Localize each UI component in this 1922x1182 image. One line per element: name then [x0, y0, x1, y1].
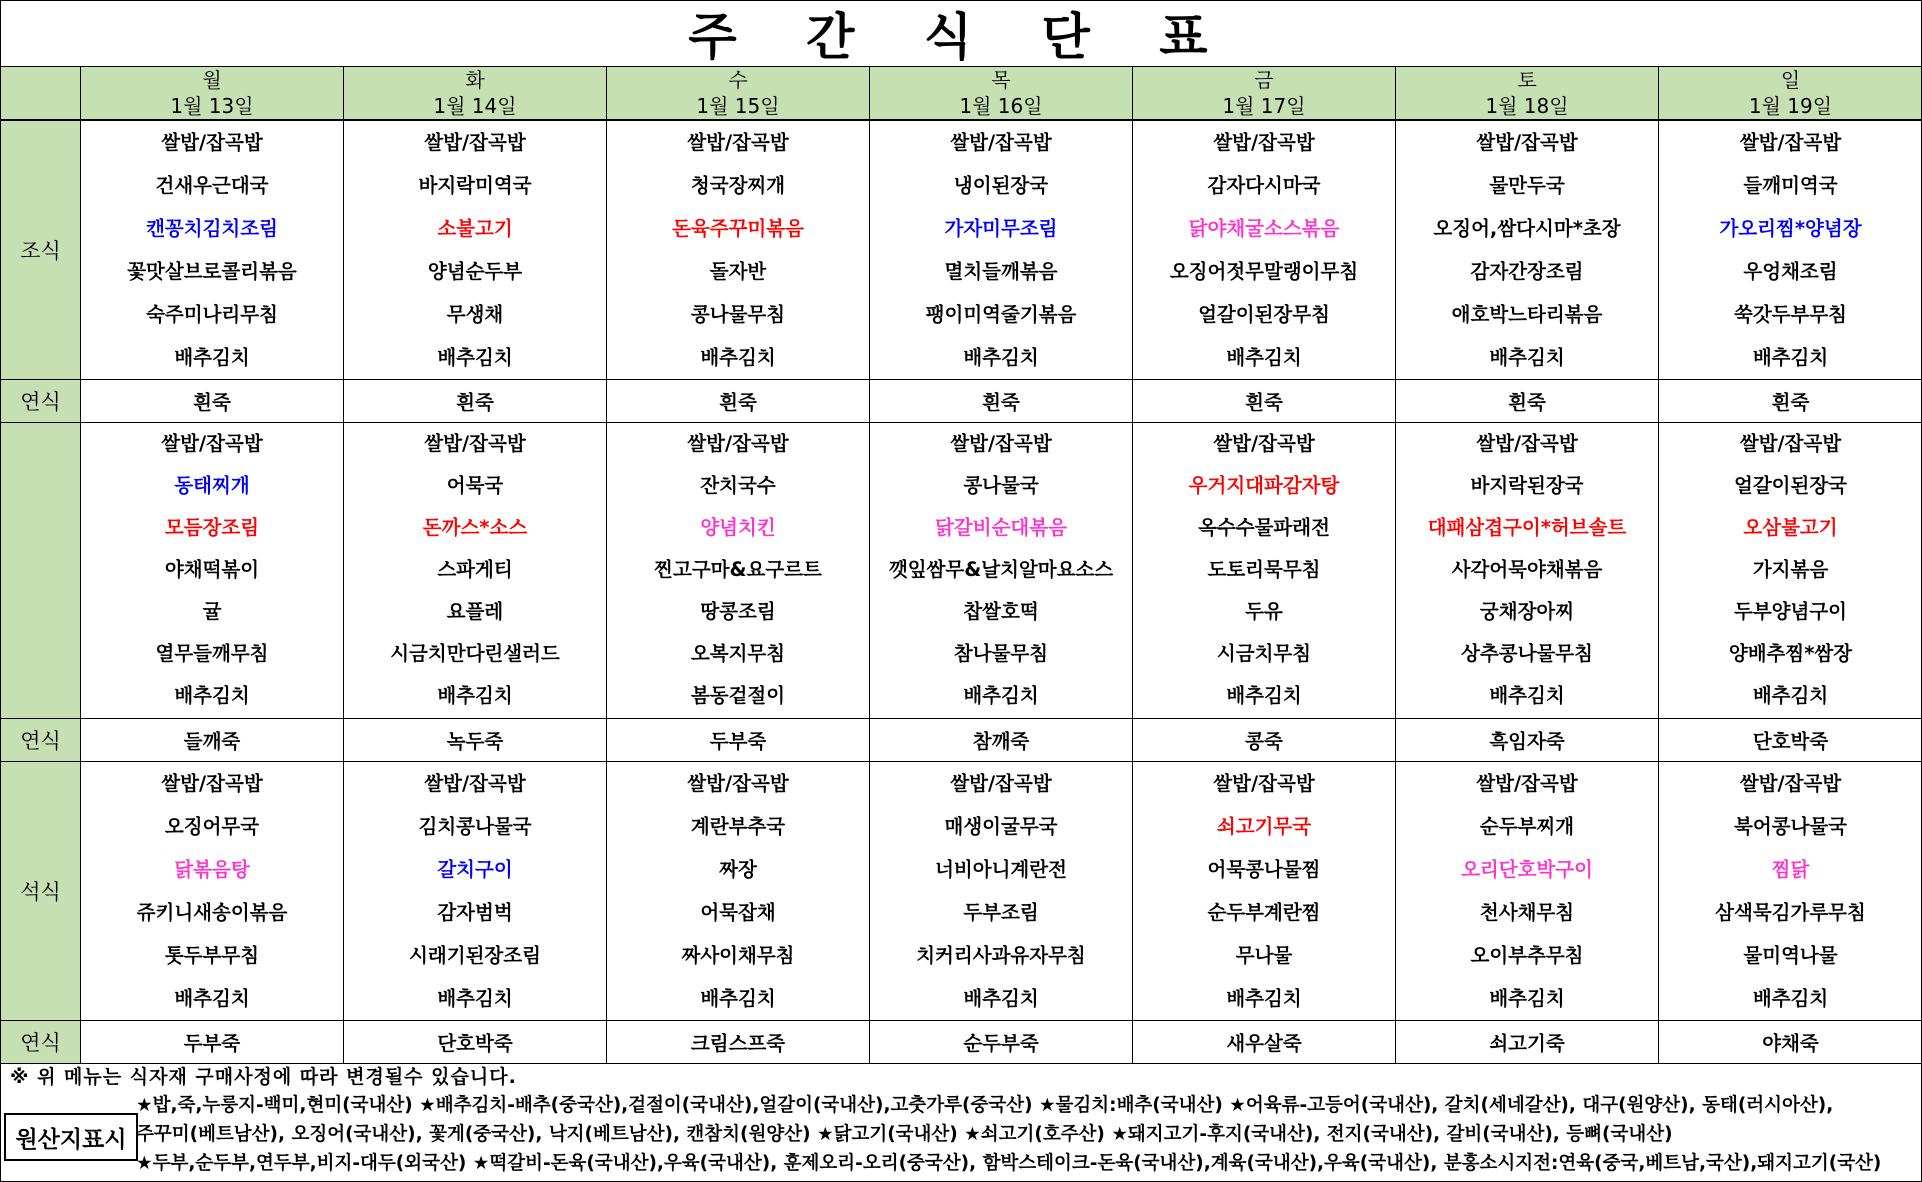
- breakfast-row: [1, 120, 1922, 380]
- lunch-cell: [1659, 423, 1922, 719]
- menu-item: 쥬키니새송이볶음: [136, 901, 288, 924]
- snack-row-1: [1, 380, 1922, 423]
- menu-item: 배추김치: [1489, 684, 1565, 707]
- menu-item: 깻잎쌈무&날치알마요소스: [888, 558, 1114, 581]
- menu-item: 참나물무침: [953, 642, 1049, 665]
- menu-item: 오징어무국: [164, 815, 260, 838]
- menu-item: 쌀밥/잡곡밥: [950, 131, 1052, 154]
- menu-item: 쌀밥/잡곡밥: [161, 772, 263, 795]
- menu-item: 갈치구이: [437, 858, 513, 881]
- menu-item: 얼갈이된장국: [1733, 474, 1848, 497]
- menu-item: 두부조림: [963, 901, 1039, 924]
- menu-item: 스파게티: [437, 558, 513, 581]
- menu-item: 건새우근대국: [155, 174, 269, 197]
- menu-item: 쑥갓두부무침: [1733, 303, 1848, 326]
- menu-item: 애호박느타리볶음: [1451, 303, 1603, 326]
- meal-label-snack-2: 연식: [1, 719, 81, 762]
- menu-item: 순두부계란찜: [1207, 901, 1321, 924]
- menu-item: 배추김치: [1489, 987, 1565, 1010]
- origin-text: [136, 1091, 1916, 1178]
- menu-item: 콩나물국: [963, 474, 1039, 497]
- menu-item: 배추김치: [1752, 346, 1829, 369]
- breakfast-cell: [344, 120, 607, 380]
- meal-label-lunch: [1, 423, 81, 719]
- menu-item: 양념순두부: [427, 260, 523, 283]
- day-date: 1월 14일: [433, 94, 517, 118]
- menu-item: 쌀밥/잡곡밥: [1213, 131, 1315, 154]
- menu-item: 물미역나물: [1743, 944, 1838, 967]
- menu-item: 시금치무침: [1216, 642, 1312, 665]
- day-header-row: [1, 67, 1922, 121]
- menu-item: 쌀밥/잡곡밥: [1213, 772, 1315, 795]
- menu-item: 쌀밥/잡곡밥: [1476, 131, 1578, 154]
- menu-item: 순두부찌개: [1479, 815, 1575, 838]
- menu-item: 쇠고기무국: [1216, 815, 1312, 838]
- day-of-week: 월: [202, 68, 222, 92]
- menu-item: 봄동겉절이: [690, 684, 786, 707]
- breakfast-cell: [81, 120, 344, 380]
- day-header: [81, 67, 344, 121]
- dinner-cell: [81, 762, 344, 1021]
- dinner-row: [1, 762, 1922, 1021]
- lunch-cell: [870, 423, 1133, 719]
- snack-cell: 크림스프죽: [607, 1021, 870, 1064]
- menu-item: 쌀밥/잡곡밥: [424, 432, 526, 455]
- day-of-week: 수: [728, 68, 748, 92]
- menu-item: 배추김치: [437, 346, 513, 369]
- menu-item: 바지락미역국: [418, 174, 532, 197]
- origin-label: 원산지표시: [4, 1113, 138, 1161]
- day-date: 1월 17일: [1222, 94, 1306, 118]
- snack-cell: 녹두죽: [344, 719, 607, 762]
- menu-item: 땅콩조림: [700, 600, 776, 623]
- menu-item: 가자미무조림: [944, 217, 1058, 240]
- breakfast-cell: [1133, 120, 1396, 380]
- menu-item: 짜장: [719, 858, 757, 881]
- menu-item: 무나물: [1235, 944, 1293, 967]
- menu-item: 매생이굴무국: [944, 815, 1058, 838]
- snack-cell: 흰죽: [1396, 380, 1659, 423]
- day-header: [344, 67, 607, 121]
- menu-item: 잔치국수: [700, 474, 776, 497]
- menu-item: 계란부추국: [690, 815, 786, 838]
- snack-cell: 쇠고기죽: [1396, 1021, 1659, 1064]
- lunch-cell: [1396, 423, 1659, 719]
- menu-item: 김치콩나물국: [418, 815, 532, 838]
- meal-label-snack-1: 연식: [1, 380, 81, 423]
- menu-item: 궁채장아찌: [1479, 600, 1575, 623]
- menu-item: 어묵국: [446, 474, 504, 497]
- menu-item: 배추김치: [1226, 987, 1302, 1010]
- menu-item: 오징어,쌈다시마*초장: [1433, 217, 1621, 240]
- meal-label-dinner: 석식: [1, 762, 81, 1021]
- snack-cell: 참깨죽: [870, 719, 1133, 762]
- menu-item: 쌀밥/잡곡밥: [1739, 432, 1842, 455]
- menu-item: 옥수수물파래전: [1198, 516, 1330, 539]
- origin-line: 주꾸미(베트남산), 오징어(국내산), 꽃게(중국산), 낙지(베트남산), 캔참치(원양산) ★닭고기(국내산) ★쇠고기(호주산) ★돼지고기-후지(국내산), 전지(국내산), 갈비(국내산), 등뼈(국내산): [136, 1124, 1673, 1145]
- origin-line: ★두부,순두부,연두부,비지-대두(외국산) ★떡갈비-돈육(국내산),우육(국내산), 훈제오리-오리(중국산), 함박스테이크-돈육(국내산),계육(국내산),우육(국내산), 분홍소시지전:연육(중국,베트남,국산),돼지고기(국산): [136, 1153, 1882, 1174]
- menu-item: 배추김치: [700, 346, 776, 369]
- lunch-cell: [1133, 423, 1396, 719]
- menu-item: 짜사이채무침: [681, 944, 795, 967]
- day-of-week: 화: [465, 68, 485, 92]
- menu-item: 쌀밥/잡곡밥: [424, 131, 526, 154]
- menu-item: 배추김치: [174, 684, 250, 707]
- snack-cell: 두부죽: [607, 719, 870, 762]
- menu-item: 배추김치: [700, 987, 776, 1010]
- lunch-cell: [81, 423, 344, 719]
- menu-item: 삼색묵김가루무침: [1715, 901, 1866, 924]
- day-of-week: 토: [1517, 68, 1537, 92]
- menu-item: 배추김치: [1226, 346, 1302, 369]
- dinner-cell: [1659, 762, 1922, 1021]
- snack-cell: 들깨죽: [81, 719, 344, 762]
- day-date: 1월 16일: [959, 94, 1043, 118]
- menu-item: 캔꽁치김치조림: [146, 217, 278, 240]
- menu-item: 돈까스*소스: [422, 516, 528, 539]
- menu-item: 우거지대파감자탕: [1188, 474, 1340, 497]
- menu-item: 사각어묵야채볶음: [1451, 558, 1603, 581]
- menu-item: 배추김치: [174, 346, 250, 369]
- menu-item: 두부양념구이: [1733, 600, 1848, 623]
- menu-item: 닭갈비순대볶음: [935, 516, 1067, 539]
- menu-item: 오복지무침: [690, 642, 786, 665]
- dinner-cell: [870, 762, 1133, 1021]
- day-of-week: 금: [1254, 68, 1274, 92]
- snack-cell: 흰죽: [81, 380, 344, 423]
- snack-cell: 흰죽: [1133, 380, 1396, 423]
- menu-item: 찜닭: [1771, 858, 1810, 881]
- dinner-cell: [607, 762, 870, 1021]
- page-title: 주 간 식 단 표: [0, 0, 1922, 67]
- snack-cell: 야채죽: [1659, 1021, 1922, 1064]
- menu-item: 천사채무침: [1479, 901, 1575, 924]
- menu-item: 콩나물무침: [690, 303, 786, 326]
- menu-item: 쌀밥/잡곡밥: [1739, 131, 1842, 154]
- dinner-cell: [344, 762, 607, 1021]
- menu-item: 시금치만다린샐러드: [390, 642, 560, 665]
- header-corner: [1, 67, 81, 121]
- menu-item: 감자범벅: [437, 901, 513, 924]
- breakfast-cell: [870, 120, 1133, 380]
- menu-item: 오징어젓무말랭이무침: [1169, 260, 1359, 283]
- meal-label-snack-3: 연식: [1, 1021, 81, 1064]
- menu-item: 쌀밥/잡곡밥: [687, 772, 789, 795]
- day-header: [870, 67, 1133, 121]
- menu-item: 톳두부무침: [164, 944, 260, 967]
- menu-item: 배추김치: [437, 684, 513, 707]
- menu-item: 가오리찜*양념장: [1719, 217, 1862, 240]
- menu-item: 배추김치: [1752, 987, 1829, 1010]
- menu-item: 상추콩나물무침: [1461, 642, 1593, 665]
- menu-item: 양배추찜*쌈장: [1728, 642, 1853, 665]
- menu-item: 배추김치: [1489, 346, 1565, 369]
- notice-text: ※ 위 메뉴는 식자재 구매사정에 따라 변경될수 있습니다.: [10, 1066, 517, 1088]
- snack-cell: 흰죽: [1659, 380, 1922, 423]
- menu-item: 청국장찌개: [690, 174, 786, 197]
- menu-item: 바지락된장국: [1470, 474, 1584, 497]
- menu-item: 감자간장조림: [1470, 260, 1584, 283]
- origin-section: [0, 1085, 1922, 1182]
- menu-item: 소불고기: [437, 217, 513, 240]
- menu-item: 쌀밥/잡곡밥: [687, 131, 789, 154]
- menu-item: 북어콩나물국: [1733, 815, 1848, 838]
- menu-item: 찹쌀호떡: [963, 600, 1039, 623]
- menu-item: 팽이미역줄기볶음: [925, 303, 1077, 326]
- lunch-row: [1, 423, 1922, 719]
- menu-item: 물만두국: [1489, 174, 1565, 197]
- snack-cell: 흑임자죽: [1396, 719, 1659, 762]
- menu-item: 귤: [202, 600, 222, 623]
- menu-item: 양념치킨: [700, 516, 776, 539]
- menu-item: 동태찌개: [174, 474, 250, 497]
- menu-item: 멸치들깨볶음: [944, 260, 1058, 283]
- menu-item: 쌀밥/잡곡밥: [950, 772, 1052, 795]
- snack-cell: 콩죽: [1133, 719, 1396, 762]
- menu-item: 두유: [1245, 600, 1283, 623]
- breakfast-cell: [607, 120, 870, 380]
- menu-item: 꽃맛살브로콜리볶음: [127, 260, 297, 283]
- meal-label-breakfast: 조식: [1, 120, 81, 380]
- menu-item: 배추김치: [963, 684, 1039, 707]
- menu-item: 배추김치: [1226, 684, 1302, 707]
- snack-cell: 흰죽: [870, 380, 1133, 423]
- menu-item: 너비아니계란전: [935, 858, 1067, 881]
- breakfast-cell: [1659, 120, 1922, 380]
- menu-item: 무생채: [446, 303, 504, 326]
- day-date: 1월 18일: [1485, 94, 1569, 118]
- menu-item: 시래기된장조림: [409, 944, 541, 967]
- menu-item: 열무들깨무침: [155, 642, 269, 665]
- snack-cell: 흰죽: [607, 380, 870, 423]
- menu-item: 닭볶음탕: [174, 858, 250, 881]
- snack-row-3: [1, 1021, 1922, 1064]
- menu-item: 어묵콩나물찜: [1207, 858, 1321, 881]
- breakfast-cell: [1396, 120, 1659, 380]
- menu-item: 돌자반: [709, 260, 767, 283]
- day-date: 1월 19일: [1748, 94, 1833, 118]
- menu-item: 대패삼겹구이*허브솔트: [1427, 516, 1627, 539]
- snack-cell: 단호박죽: [344, 1021, 607, 1064]
- menu-item: 오이부추무침: [1470, 944, 1584, 967]
- menu-item: 쌀밥/잡곡밥: [161, 131, 263, 154]
- snack-cell: 흰죽: [344, 380, 607, 423]
- menu-item: 도토리묵무침: [1207, 558, 1321, 581]
- snack-cell: 새우살죽: [1133, 1021, 1396, 1064]
- dinner-cell: [1396, 762, 1659, 1021]
- menu-item: 쌀밥/잡곡밥: [687, 432, 789, 455]
- snack-row-2: [1, 719, 1922, 762]
- menu-item: 야채떡볶이: [164, 558, 260, 581]
- menu-item: 치커리사과유자무침: [916, 944, 1086, 967]
- day-of-week: 일: [1780, 68, 1801, 92]
- menu-item: 오리단호박구이: [1461, 858, 1593, 881]
- menu-item: 요플레: [446, 600, 504, 623]
- day-header: [1659, 67, 1922, 121]
- menu-item: 쌀밥/잡곡밥: [1476, 772, 1578, 795]
- menu-item: 쌀밥/잡곡밥: [161, 432, 263, 455]
- menu-item: 오삼불고기: [1743, 516, 1838, 539]
- lunch-cell: [344, 423, 607, 719]
- menu-item: 배추김치: [174, 987, 250, 1010]
- menu-item: 쌀밥/잡곡밥: [1476, 432, 1578, 455]
- day-date: 1월 13일: [170, 94, 254, 118]
- menu-item: 숙주미나리무침: [146, 303, 278, 326]
- lunch-cell: [607, 423, 870, 719]
- snack-cell: 순두부죽: [870, 1021, 1133, 1064]
- menu-item: 찐고구마&요구르트: [654, 558, 822, 581]
- snack-cell: 두부죽: [81, 1021, 344, 1064]
- day-header: [1396, 67, 1659, 121]
- menu-item: 배추김치: [437, 987, 513, 1010]
- menu-item: 들깨미역국: [1743, 174, 1838, 197]
- menu-item: 돈육주꾸미볶음: [672, 217, 804, 240]
- menu-item: 쌀밥/잡곡밥: [1213, 432, 1315, 455]
- snack-cell: 단호박죽: [1659, 719, 1922, 762]
- menu-item: 배추김치: [963, 987, 1039, 1010]
- menu-item: 감자다시마국: [1207, 174, 1321, 197]
- menu-item: 얼갈이된장무침: [1198, 303, 1330, 326]
- day-header: [1133, 67, 1396, 121]
- menu-item: 모듬장조림: [164, 516, 260, 539]
- menu-item: 배추김치: [1752, 684, 1829, 707]
- origin-line: ★밥,죽,누룽지-백미,현미(국내산) ★배추김치-배추(중국산),겉절이(국내산),얼갈이(국내산),고춧가루(중국산) ★물김치:배추(국내산) ★어육류-고등어(국내산), 갈치(세네갈산), 대구(원양산), 동태(러시아산),: [136, 1095, 1834, 1116]
- dinner-cell: [1133, 762, 1396, 1021]
- menu-item: 우엉채조림: [1743, 260, 1838, 283]
- menu-table: [0, 66, 1922, 1064]
- menu-item: 쌀밥/잡곡밥: [1739, 772, 1842, 795]
- day-of-week: 목: [991, 68, 1011, 92]
- day-date: 1월 15일: [696, 94, 780, 118]
- menu-item: 냉이된장국: [953, 174, 1049, 197]
- menu-item: 어묵잡채: [700, 901, 776, 924]
- menu-item: 쌀밥/잡곡밥: [950, 432, 1052, 455]
- menu-item: 배추김치: [963, 346, 1039, 369]
- menu-item: 닭야채굴소스볶음: [1188, 217, 1340, 240]
- menu-item: 가지볶음: [1752, 558, 1829, 581]
- day-header: [607, 67, 870, 121]
- menu-item: 쌀밥/잡곡밥: [424, 772, 526, 795]
